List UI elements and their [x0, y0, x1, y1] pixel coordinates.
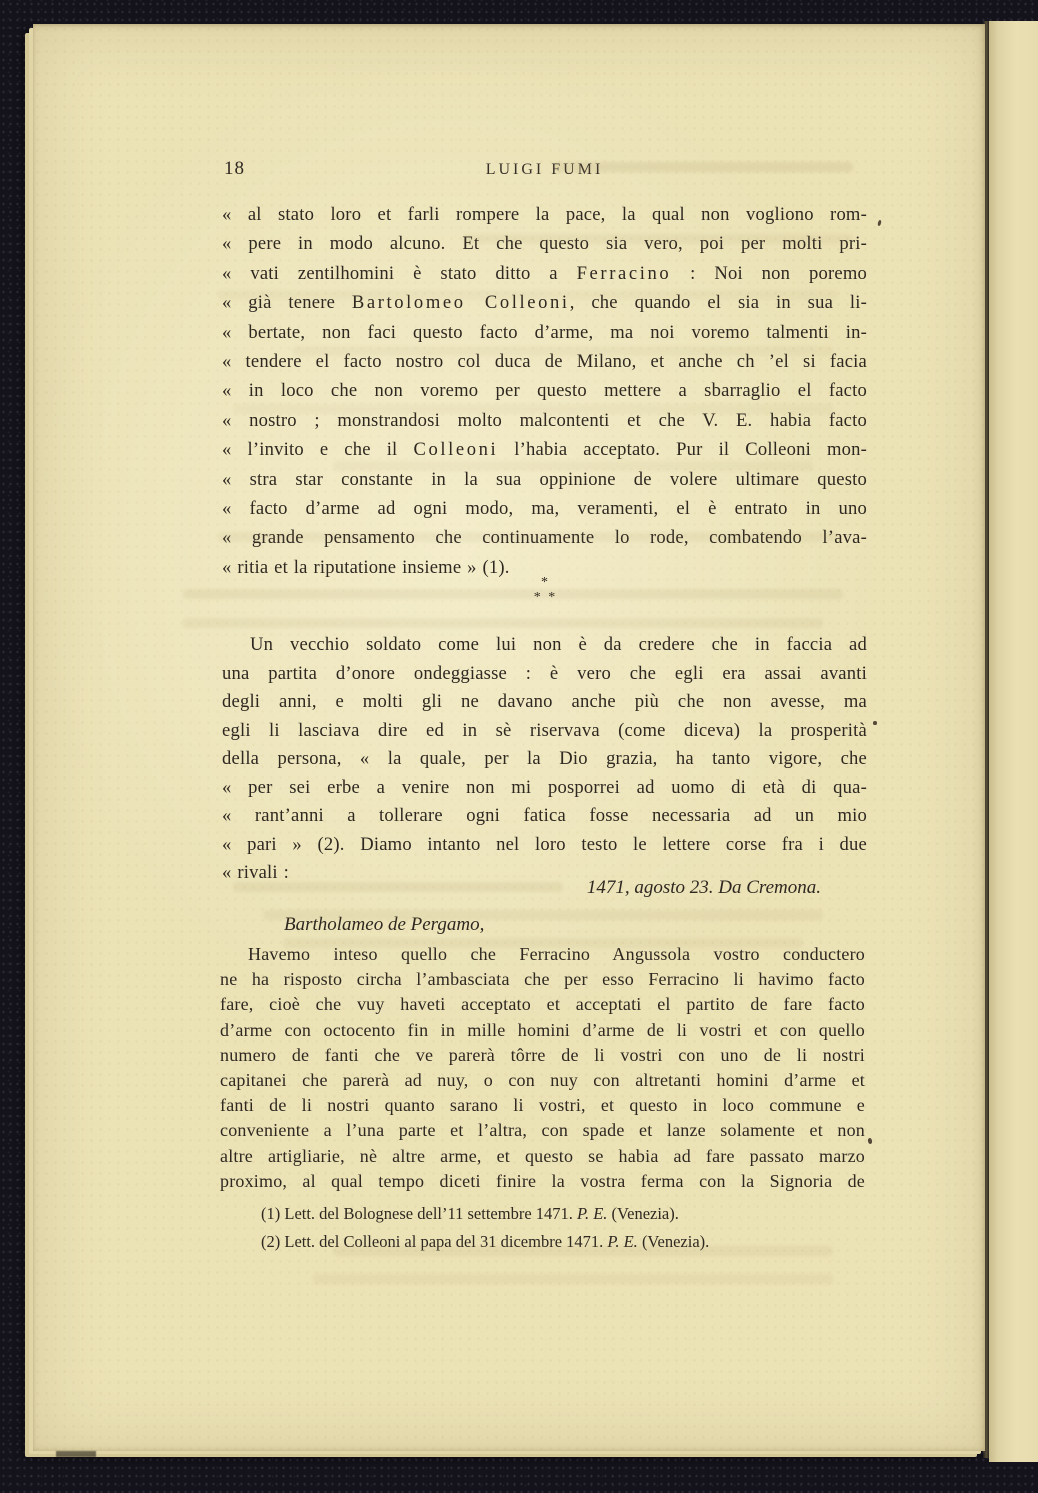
quoted-line: « bertate, non faci questo facto d’arme, ma noi voremo talmenti in- [222, 321, 867, 343]
asterism-top: * [541, 575, 548, 590]
narrative-line: « per sei erbe a venire non mi posporrei ad uomo di età di qua- [222, 776, 867, 798]
quoted-line: « grande pensamento che continuamente lo rode, combatendo l’ava- [222, 527, 867, 549]
bleedthrough-smudge [313, 1274, 833, 1284]
book-page [33, 24, 985, 1451]
quoted-letter-excerpt [222, 200, 867, 582]
quoted-line: « ritia et la riputatione insieme » (1). [222, 556, 510, 578]
quoted-line: « già tenere Bartolomeo Colleoni, che quando el sia in sua li- [222, 292, 867, 314]
narrative-line: della persona, « la quale, per la Dio grazia, ha tanto vigore, che [222, 748, 867, 769]
footnote-1-suffix: (Venezia). [607, 1204, 679, 1223]
letter-line: d’arme con octocento fin in mille homini d’arme de li vostri et con quello [220, 1019, 865, 1040]
footnote-1-source: P. E. [577, 1204, 608, 1223]
quoted-line: « pere in modo alcuno. Et che questo sia vero, poi per molti pri- [222, 233, 867, 255]
narrative-line: una partita d’onore ondeggiasse : è vero che egli era assai avanti [222, 662, 867, 684]
letter-line: Havemo inteso quello che Ferracino Angussola vostro conductero [248, 944, 865, 964]
narrative-line: « rivali : [222, 862, 289, 883]
asterism-separator [222, 575, 867, 605]
footnote-1-text: (1) Lett. del Bolognese dell’11 settembre 1471. [261, 1204, 578, 1223]
margin-speck [868, 1138, 873, 1145]
letter-line: capitanei che parerà ad nuy, o con nuy con altretanti homini d’arme et [220, 1069, 865, 1090]
letter-salutation: Bartholameo de Pergamo, [284, 914, 485, 935]
footnote-2-suffix: (Venezia). [637, 1232, 710, 1251]
letter-dateline: 1471, agosto 23. Da Cremona. [586, 877, 821, 898]
footnote-2-source: P. E. [607, 1232, 638, 1251]
letter-line: ne ha risposto circha l’ambasciata che per esso Ferracino li havimo facto [220, 969, 865, 990]
narrative-line: degli anni, e molti gli ne davano anche più che non avesse, ma [222, 691, 867, 712]
letter-line: altre artigliarie, nè altre arme, et questo se habia ad fare passato marzo [220, 1145, 865, 1166]
footnotes [261, 1200, 871, 1256]
margin-speck [877, 220, 881, 227]
narrative-line: « rant’anni a tollerare ogni fatica fosse necessaria ad un mio [222, 805, 867, 826]
letter-line: fanti de li nostri quanto sarano li vostri, et questo in loco commune e [220, 1095, 865, 1116]
asterism-bottom: * * [533, 590, 556, 605]
page-number: 18 [224, 158, 245, 179]
narrative-paragraph [222, 631, 867, 888]
narrative-line: egli li lasciava dire ed in sè riservava (come diceva) la prosperità [222, 719, 867, 741]
quoted-line: « l’invito e che il Colleoni l’habia acceptato. Pur il Colleoni mon- [222, 439, 867, 461]
quoted-line: « vati zentilhomini è stato ditto a Ferracino : Noi non poremo [222, 262, 867, 284]
narrative-line: Un vecchio soldato come lui non è da credere che in faccia ad [250, 634, 867, 655]
quoted-line: « facto d’arme ad ogni modo, ma, veramenti, el è entrato in uno [222, 497, 867, 519]
footnote-2 [261, 1228, 871, 1256]
footnote-1 [261, 1200, 871, 1228]
quoted-line: « stra star constante in la sua oppinione de volere ultimare questo [222, 468, 867, 490]
next-page-edge [989, 21, 1038, 1462]
footnote-2-text: (2) Lett. del Colleoni al papa del 31 dicembre 1471. [261, 1232, 608, 1251]
margin-speck [873, 721, 877, 725]
letter-line: numero de fanti che ve parerà tôrre de li vostri con uno de li nostri [220, 1044, 865, 1065]
quoted-line: « al stato loro et farli rompere la pace, la qual non vogliono rom- [222, 204, 867, 225]
bleedthrough-smudge [183, 618, 823, 628]
quoted-line: « in loco che non voremo per questo mettere a sbarraglio el facto [222, 380, 867, 402]
quoted-line: « nostro ; monstrandosi molto malcontenti et che V. E. habia facto [222, 409, 867, 431]
letter-body [220, 942, 865, 1194]
quoted-line: « tendere el facto nostro col duca de Milano, et anche ch ’el si facia [222, 350, 867, 372]
running-title: LUIGI FUMI [485, 161, 604, 178]
narrative-line: « pari » (2). Diamo intanto nel loro testo le lettere corse fra i due [222, 833, 867, 855]
edge-print-mark [56, 1451, 96, 1457]
letter-line: conveniente a l’una parte et l’altra, con spade et lanze solamente et non [220, 1120, 865, 1141]
letter-line: proximo, al qual tempo diceti finire la vostra ferma con la Signoria de [220, 1170, 865, 1191]
letter-line: fare, cioè che vuy haveti acceptato et acceptati el partito de fare facto [220, 994, 865, 1015]
